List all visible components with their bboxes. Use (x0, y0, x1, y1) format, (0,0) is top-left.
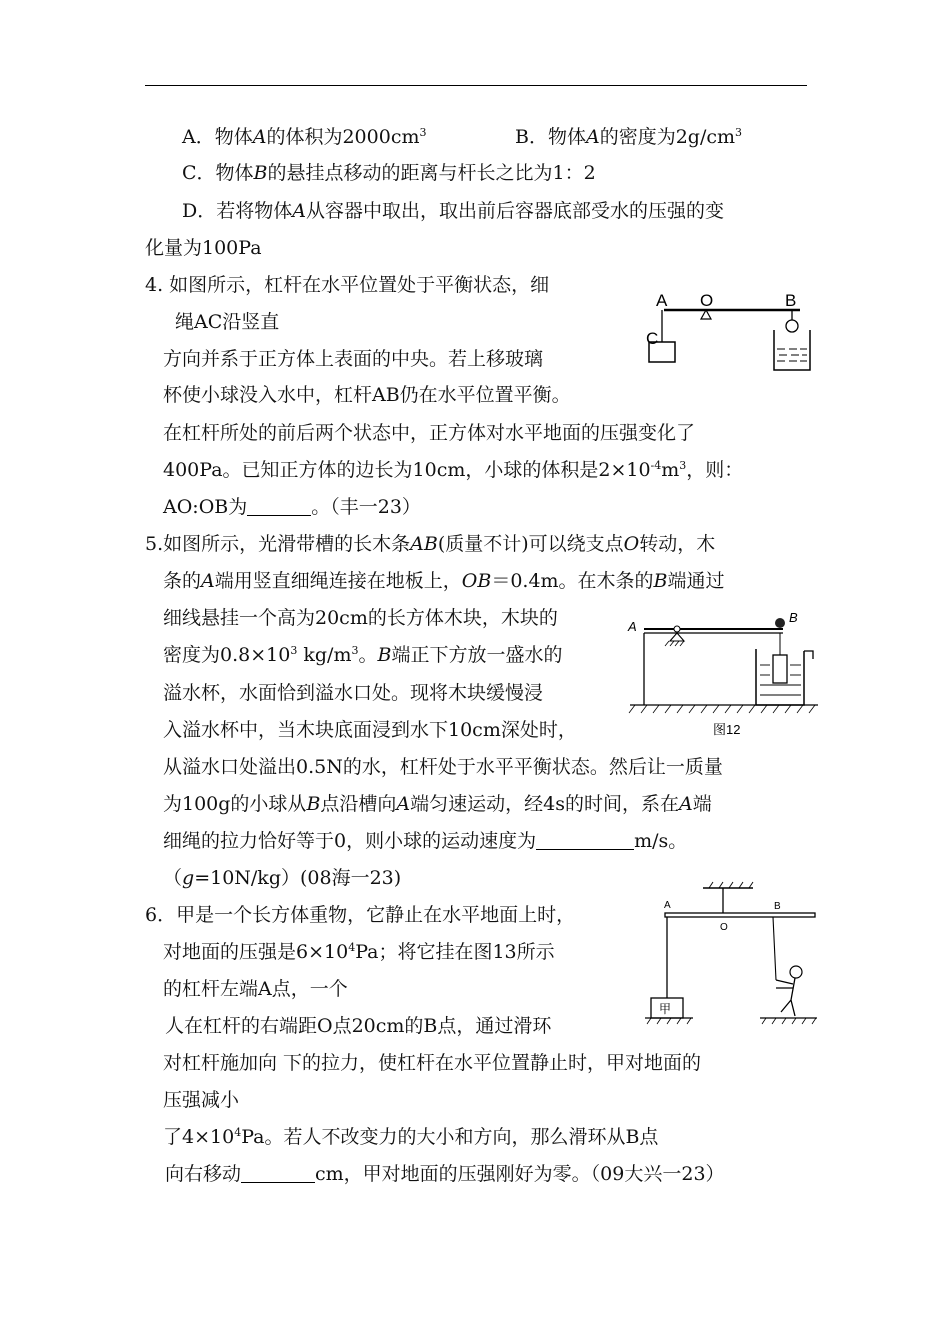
q5-line: 从溢水口处溢出0.5N的水，杠杆处于水平平衡状态。然后让一质量 (163, 756, 723, 778)
label-o: O (700, 291, 714, 310)
q5-line: 入溢水杯中，当木块底面浸到水下10cm深处时， (163, 719, 577, 741)
q5-lever-figure (625, 605, 820, 740)
label-a: A (628, 619, 637, 634)
figure-caption: 图12 (713, 722, 741, 737)
q6-line: 了$4\times 10^4Pa$。若人不改变力的大小和方向，那么滑环从B点 (163, 1126, 659, 1148)
answer-blank[interactable] (247, 497, 311, 516)
lever-bar (665, 913, 815, 917)
q5-line: 细绳的拉力恰好等于0，则小球的运动速度为 m/s。 (163, 830, 688, 852)
q6-line: 的杠杆左端A点，一个 (163, 978, 348, 1000)
label-b: B (774, 901, 781, 912)
q6-lever-figure (645, 880, 820, 1030)
q4-lever-figure (640, 290, 820, 380)
q6-line: 向右移动 cm，甲对地面的压强刚好为零。（09大兴一23） (165, 1163, 725, 1185)
wood-block (773, 655, 787, 683)
q5-line: 条的A端用竖直细绳连接在地板上，OB＝0.4m。在木条的B端通过 (163, 570, 725, 592)
q6-line: 对杠杆施加向 下的拉力，使杠杆在水平位置静止时，甲对地面的 (163, 1052, 702, 1074)
small-ball (775, 618, 785, 628)
q5-line: 为100g的小球从B点沿槽向A端匀速运动，经4s的时间，系在A端 (163, 793, 712, 815)
q5-line: 溢水杯，水面恰到溢水口处。现将木块缓慢浸 (163, 682, 544, 704)
label-a: A (664, 900, 671, 911)
label-a: A (656, 291, 668, 310)
q6-line: 对地面的压强是$6\times 10^4Pa$；将它挂在图13所示 (163, 941, 555, 963)
q4-line: 方向并系于正方体上表面的中央。若上移玻璃 (163, 348, 544, 370)
q3-option-b: B．物体A的密度为$2g/cm^3$ (515, 126, 743, 148)
label-b: B (785, 291, 797, 310)
q3-option-c: C．物体B的悬挂点移动的距离与杆长之比为1：2 (182, 162, 596, 184)
q4-line: 在杠杆所处的前后两个状态中，正方体对水平地面的压强变化了 (163, 422, 696, 444)
q4-line: 杯使小球没入水中，杠杆AB仍在水平位置平衡。 (163, 384, 571, 406)
label-b: B (789, 610, 798, 625)
q4-line: 400Pa。已知正方体的边长为10cm，小球的体积是$2\times 10^{-4}m^3$，则： (163, 459, 744, 481)
q4-line: AO:OB为 。（丰一23） (163, 496, 421, 518)
label-o: O (720, 922, 728, 933)
answer-blank[interactable] (536, 831, 634, 850)
rope-b (773, 917, 776, 980)
q3-option-d: D．若将物体A从容器中取出，取出前后容器底部受水的压强的变 (182, 200, 724, 222)
label-jia: 甲 (659, 1002, 672, 1016)
q6-line: 6．甲是一个长方体重物，它静止在水平地面上时， (145, 904, 576, 926)
q5-line: 5.如图所示，光滑带槽的长木条AB(质量不计)可以绕支点O转动，木 (145, 533, 716, 555)
q3-option-d-cont: 化量为100Pa (145, 237, 262, 259)
q3-option-a: A．物体A的体积为$2000cm^3$ (182, 126, 427, 148)
pivot-icon (670, 633, 684, 641)
beaker (774, 330, 810, 370)
q4-line: 绳AC沿竖直 (175, 311, 280, 333)
floor-hatch (629, 705, 815, 713)
spout (804, 651, 813, 659)
ball (786, 320, 798, 332)
label-c: C (646, 329, 659, 348)
answer-blank[interactable] (241, 1164, 315, 1183)
person-body (776, 978, 795, 1016)
overflow-cup (756, 649, 804, 705)
person-head (790, 966, 802, 978)
water-lines (760, 665, 801, 695)
q5-line: 密度为$0.8\times 10^3$ $kg/m^3$。B端正下方放一盛水的 (163, 644, 563, 666)
q6-line: 压强减小 (163, 1089, 240, 1111)
header-rule (145, 85, 807, 86)
q5-line: 细线悬挂一个高为20cm的长方体木块，木块的 (163, 607, 558, 629)
q6-line: 人在杠杆的右端距O点20cm的B点，通过滑环 (165, 1015, 552, 1037)
q5-line: （g=10N/kg）(08海一23) (163, 867, 402, 889)
water-lines (777, 349, 807, 361)
q4-line: 4. 如图所示，杠杆在水平位置处于平衡状态，细 (145, 274, 550, 296)
fulcrum-icon (701, 310, 711, 319)
